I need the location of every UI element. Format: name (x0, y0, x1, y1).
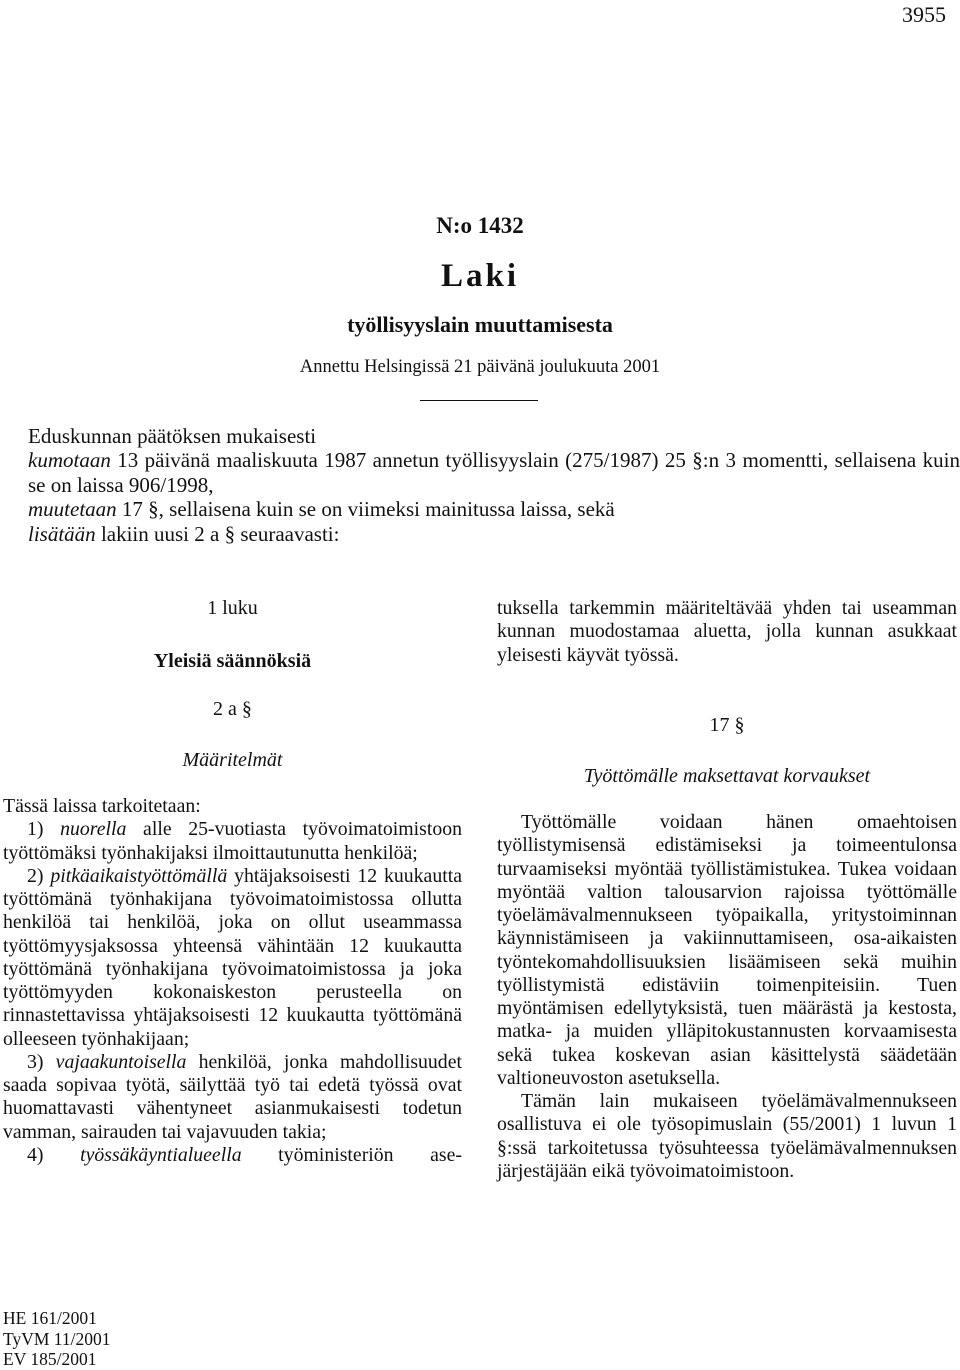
issue-number: N:o 1432 (436, 213, 524, 238)
footnote-ev: EV 185/2001 (3, 1349, 97, 1369)
amend-text: 17 §, sellaisena kuin se on viimeksi mainitussa laissa, sekä (116, 497, 615, 522)
footnote-he: HE 161/2001 (3, 1308, 97, 1328)
definition-continuation: tuksella tarkemmin määriteltävää yhden tai useamman kunnan muodostamaa aluetta, jolla kunnan asukkaat yleisesti käyvät työssä. (497, 597, 957, 666)
preamble (0, 424, 960, 546)
section-17-title: Työttömälle maksettavat korvaukset (583, 765, 871, 787)
add-text: lakiin uusi 2 a § seuraavasti: (95, 521, 340, 546)
definition-item (3, 1144, 462, 1167)
section-2a-intro: Tässä laissa tarkoitetaan: (3, 795, 201, 817)
title-divider (420, 400, 538, 401)
amend-keyword: muutetaan (28, 497, 117, 522)
defined-term: vajaakuntoisella (55, 1050, 187, 1073)
defined-term: pitkäaikaistyöttömällä (50, 864, 228, 887)
footnote-tyvm: TyVM 11/2001 (3, 1328, 111, 1349)
defined-term: työssäkäyntialueella (80, 1143, 242, 1166)
section-17-body (497, 811, 957, 1183)
section-2a-number: 2 a § (213, 698, 252, 720)
document-type: Laki (440, 258, 520, 294)
preamble-add (0, 522, 960, 546)
page-number: 3955 (902, 2, 946, 27)
item-number: 3) (27, 1050, 56, 1073)
defined-term: nuorella (60, 818, 127, 841)
section-2a-title: Määritelmät (182, 749, 283, 771)
chapter-title: Yleisiä säännöksiä (153, 650, 312, 672)
item-number: 1) (27, 818, 61, 841)
preamble-intro: Eduskunnan päätöksen mukaisesti (28, 424, 317, 448)
definition-item (3, 818, 462, 865)
item-number: 2) (27, 864, 51, 887)
definition-text: yhtäjaksoisesti 12 kuukautta työttömänä työnhakijana työvoimatoimistossa ollutta henkilöä tai henkilöä, joka on ollut useammassa työttömyysjaksossa yhteensä vähintään 12 kuukautta työttömänä työnhakijana työvoimatoimistossa ja joka työttömyyden kokonaiskeston perusteella on rinnastettavissa yhtäjaksoisesti 12 kuukautta työttömänä olleeseen työnhakijaan; (3, 864, 462, 1050)
section-2a-body (3, 795, 462, 1167)
preamble-amend (0, 497, 960, 521)
add-keyword: lisätään (28, 521, 96, 546)
definition-text: työministeriön ase- (241, 1143, 462, 1166)
preamble-repeal (0, 448, 960, 497)
definition-text: henkilöä, jonka mahdollisuudet saada sopivaa työtä, säilyttää työ tai edetä työssä ovat huomattavasti vähentyneet asianmukaisesti todetun vamman, sairauden tai vajavuuden takia; (3, 1050, 462, 1143)
item-number: 4) (27, 1143, 81, 1166)
repeal-text: 13 päivänä maaliskuuta 1987 annetun työllisyyslain (275/1987) 25 §:n 3 momentti, sellaisena kuin se on laissa 906/1998, (28, 448, 960, 497)
definition-item (3, 1051, 462, 1144)
chapter-number: 1 luku (207, 597, 258, 619)
definition-text: alle 25-vuotiasta työvoimatoimistoon työttömäksi työnhakijaksi ilmoittautunutta henkilöä; (3, 818, 462, 864)
footnotes (3, 1308, 111, 1370)
section-17-number: 17 § (709, 714, 745, 736)
section-17-paragraph: Tämän lain mukaiseen työelämävalmennukseen osallistuva ei ole työsopimuslain (55/2001) 1 luvun 1 §:ssä tarkoitetussa työsuhteessa työelämävalmennuksen järjestäjään eikä työvoimatoimistoon. (497, 1090, 957, 1182)
definition-item (3, 865, 462, 1051)
given-date-line: Annettu Helsingissä 21 päivänä joulukuuta 2001 (299, 357, 661, 377)
repeal-keyword: kumotaan (28, 448, 111, 473)
document-title: työllisyyslain muuttamisesta (347, 312, 613, 337)
section-17-paragraph: Työttömälle voidaan hänen omaehtoisen työllistymisensä edistämiseksi ja toimeentulonsa turvaamiseksi myöntää työllistämistukea. Tukea voidaan myöntää valtion talousarvion rajoissa työttömälle työelämävalmennukseen työpaikalla, yritystoiminnan käynnistämiseen ja vakiinnuttamiseen, osa-aikaisten työntekomahdollisuuksien lisäämiseen sekä muihin työllistymistä edistäviin toimenpiteisiin. Tuen myöntämisen edellytyksistä, tuen määrästä ja kestosta, matka- ja muiden ylläpitokustannusten korvaamisesta sekä tukea koskevan asian käsittelystä säädetään valtioneuvoston asetuksella. (497, 811, 957, 1089)
